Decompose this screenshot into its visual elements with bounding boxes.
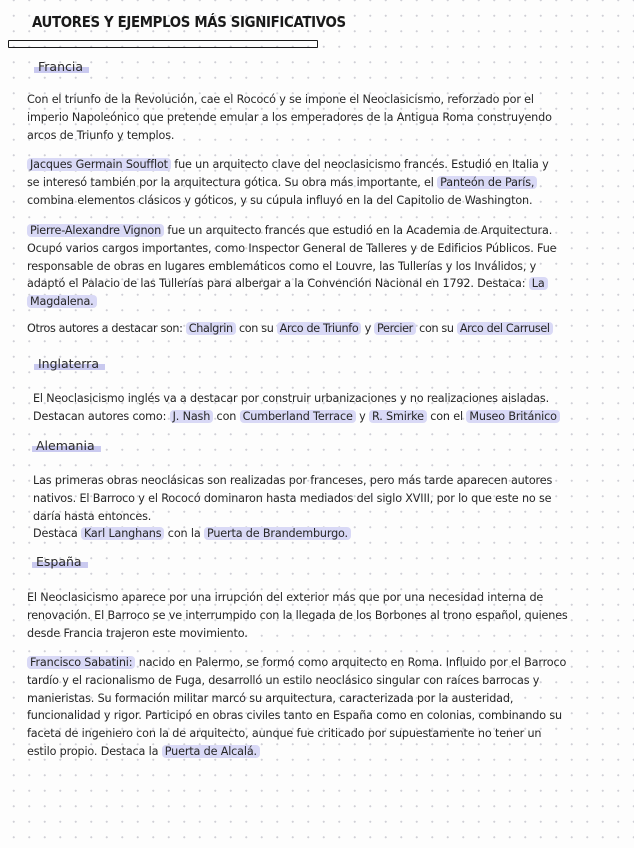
highlight-museo-britanico: Museo Británico [466, 410, 559, 423]
highlight-nash: J. Nash [170, 410, 214, 423]
text-segment: y [361, 322, 375, 335]
text-line: responsable de obras en lugares emblemáticos como el Louvre, las Tullerías y los Inválidos, y [27, 259, 537, 273]
espana-intro [27, 589, 568, 642]
text-segment: con su [235, 322, 277, 335]
text-line [27, 222, 552, 240]
text-segment: estilo propio. Destaca la [27, 744, 162, 758]
text-line: manieristas. Su formación militar marcó su arquitectura, caracterizada por la austeridad, [27, 691, 514, 705]
text-line: renovación. El Barroco se ve interrumpido con la llegada de los Borbones al trono español, quienes [27, 608, 568, 622]
text-line: funcionalidad y rigor. Participó en obras civiles tanto en España como en colonias, combinando su [27, 709, 562, 723]
text-line [27, 156, 549, 174]
highlight-arco-triunfo: Arco de Triunfo [277, 322, 362, 335]
soufflot-paragraph [27, 156, 549, 209]
text-segment: se interesó también por la arquitectura gótica. Su obra más importante, el [27, 175, 438, 189]
text-segment: Destaca [33, 527, 81, 541]
text-line: Con el triunfo de la Revolución, cae el Rococó y se impone el Neoclasicismo, reforzado por el [27, 93, 534, 106]
highlight-smirke: R. Smirke [369, 410, 427, 423]
inglaterra-paragraph [33, 390, 560, 426]
highlight-cumberland: Cumberland Terrace [240, 410, 356, 423]
highlight-magdalena: Magdalena. [27, 295, 97, 308]
text-line: imperio Napoleónico que pretende emular a los emperadores de la Antigua Roma construyendo [27, 110, 552, 124]
highlight-brandemburgo: Puerta de Brandemburgo. [204, 527, 351, 540]
heading-francia: Francia [34, 59, 89, 74]
text-segment: fue un arquitecto francés que estudió en la Academia de Arquitectura. [164, 224, 553, 237]
highlight-puerta-alcala: Puerta de Alcalá. [162, 745, 260, 758]
highlight-panteon: Panteón de París, [437, 176, 537, 189]
text-segment: con el [426, 409, 467, 423]
text-line: arcos de Triunfo y templos. [27, 128, 175, 142]
text-segment: con [213, 409, 240, 423]
page-title: AUTORES Y EJEMPLOS MÁS SIGNIFICATIVOS [32, 13, 346, 31]
text-segment: con la [164, 527, 204, 541]
text-line [27, 320, 553, 338]
highlight-chalgrin: Chalgrin [186, 322, 236, 335]
alemania-paragraph [33, 472, 552, 543]
highlight-soufflot: Jacques Germain Soufflot [27, 158, 171, 171]
text-segment: con su [415, 322, 457, 335]
text-segment: adaptó el Palacio de las Tullerías para albergar a la Convención Nacional en 1792. Destaca: [27, 277, 529, 291]
francia-intro [27, 91, 552, 144]
text-line: El Neoclasicismo inglés va a destacar por construir urbanizaciones y no realizaciones aisladas. [33, 392, 550, 405]
text-line: combina elementos clásicos y góticos, y su cúpula influyó en la del Capitolio de Washington. [27, 193, 533, 207]
text-line [33, 408, 560, 426]
highlight-la: La [529, 277, 548, 290]
title-underline [8, 40, 318, 48]
text-line [33, 525, 351, 543]
text-line: desde Francia trajeron este movimiento. [27, 626, 248, 640]
highlight-sabatini: Francisco Sabatini: [27, 656, 135, 669]
sabatini-paragraph [27, 654, 566, 761]
heading-espana: España [32, 554, 88, 569]
text-line: Ocupó varios cargos importantes, como Inspector General de Talleres y de Edificios Públicos. Fue [27, 241, 557, 255]
text-line: El Neoclasicismo aparece por una irrupción del exterior más que por una necesidad interna de [27, 591, 544, 604]
text-segment: y [355, 409, 370, 423]
highlight-vignon: Pierre-Alexandre Vignon [27, 224, 164, 237]
heading-alemania: Alemania [32, 438, 101, 453]
text-segment: Otros autores a destacar son: [27, 322, 186, 335]
heading-inglaterra: Inglaterra [34, 356, 105, 371]
text-segment: Destacan autores como: [33, 409, 170, 423]
text-line [27, 743, 260, 761]
text-line: faceta de ingeniero con la de arquitecto, aunque fue criticado por supuestamente no tener un [27, 727, 542, 741]
text-segment: fue un arquitecto clave del neoclasicismo francés. Estudió en Italia y [170, 158, 549, 171]
text-line [27, 275, 548, 293]
highlight-langhans: Karl Langhans [81, 527, 164, 540]
highlight-arco-carrusel: Arco del Carrusel [457, 322, 553, 335]
text-line [27, 654, 566, 672]
text-line: nativos. El Barroco y el Rococó dominaron hasta mediados del siglo XVIII, por lo que este no se [33, 491, 552, 505]
text-line [27, 293, 97, 311]
text-line: tardío y el racionalismo de Fuga, desarrolló un estilo neoclásico singular con raíces barrocas y [27, 673, 540, 687]
text-line: Las primeras obras neoclásicas son realizadas por franceses, pero más tarde aparecen autores [33, 474, 553, 487]
vignon-paragraph [27, 222, 556, 311]
text-line: daría hasta entonces. [33, 509, 152, 523]
text-line [27, 174, 537, 192]
highlight-percier: Percier [374, 322, 416, 335]
text-segment: nacido en Palermo, se formó como arquitecto en Roma. Influido por el Barroco [135, 656, 567, 669]
otros-autores-paragraph [27, 320, 553, 338]
